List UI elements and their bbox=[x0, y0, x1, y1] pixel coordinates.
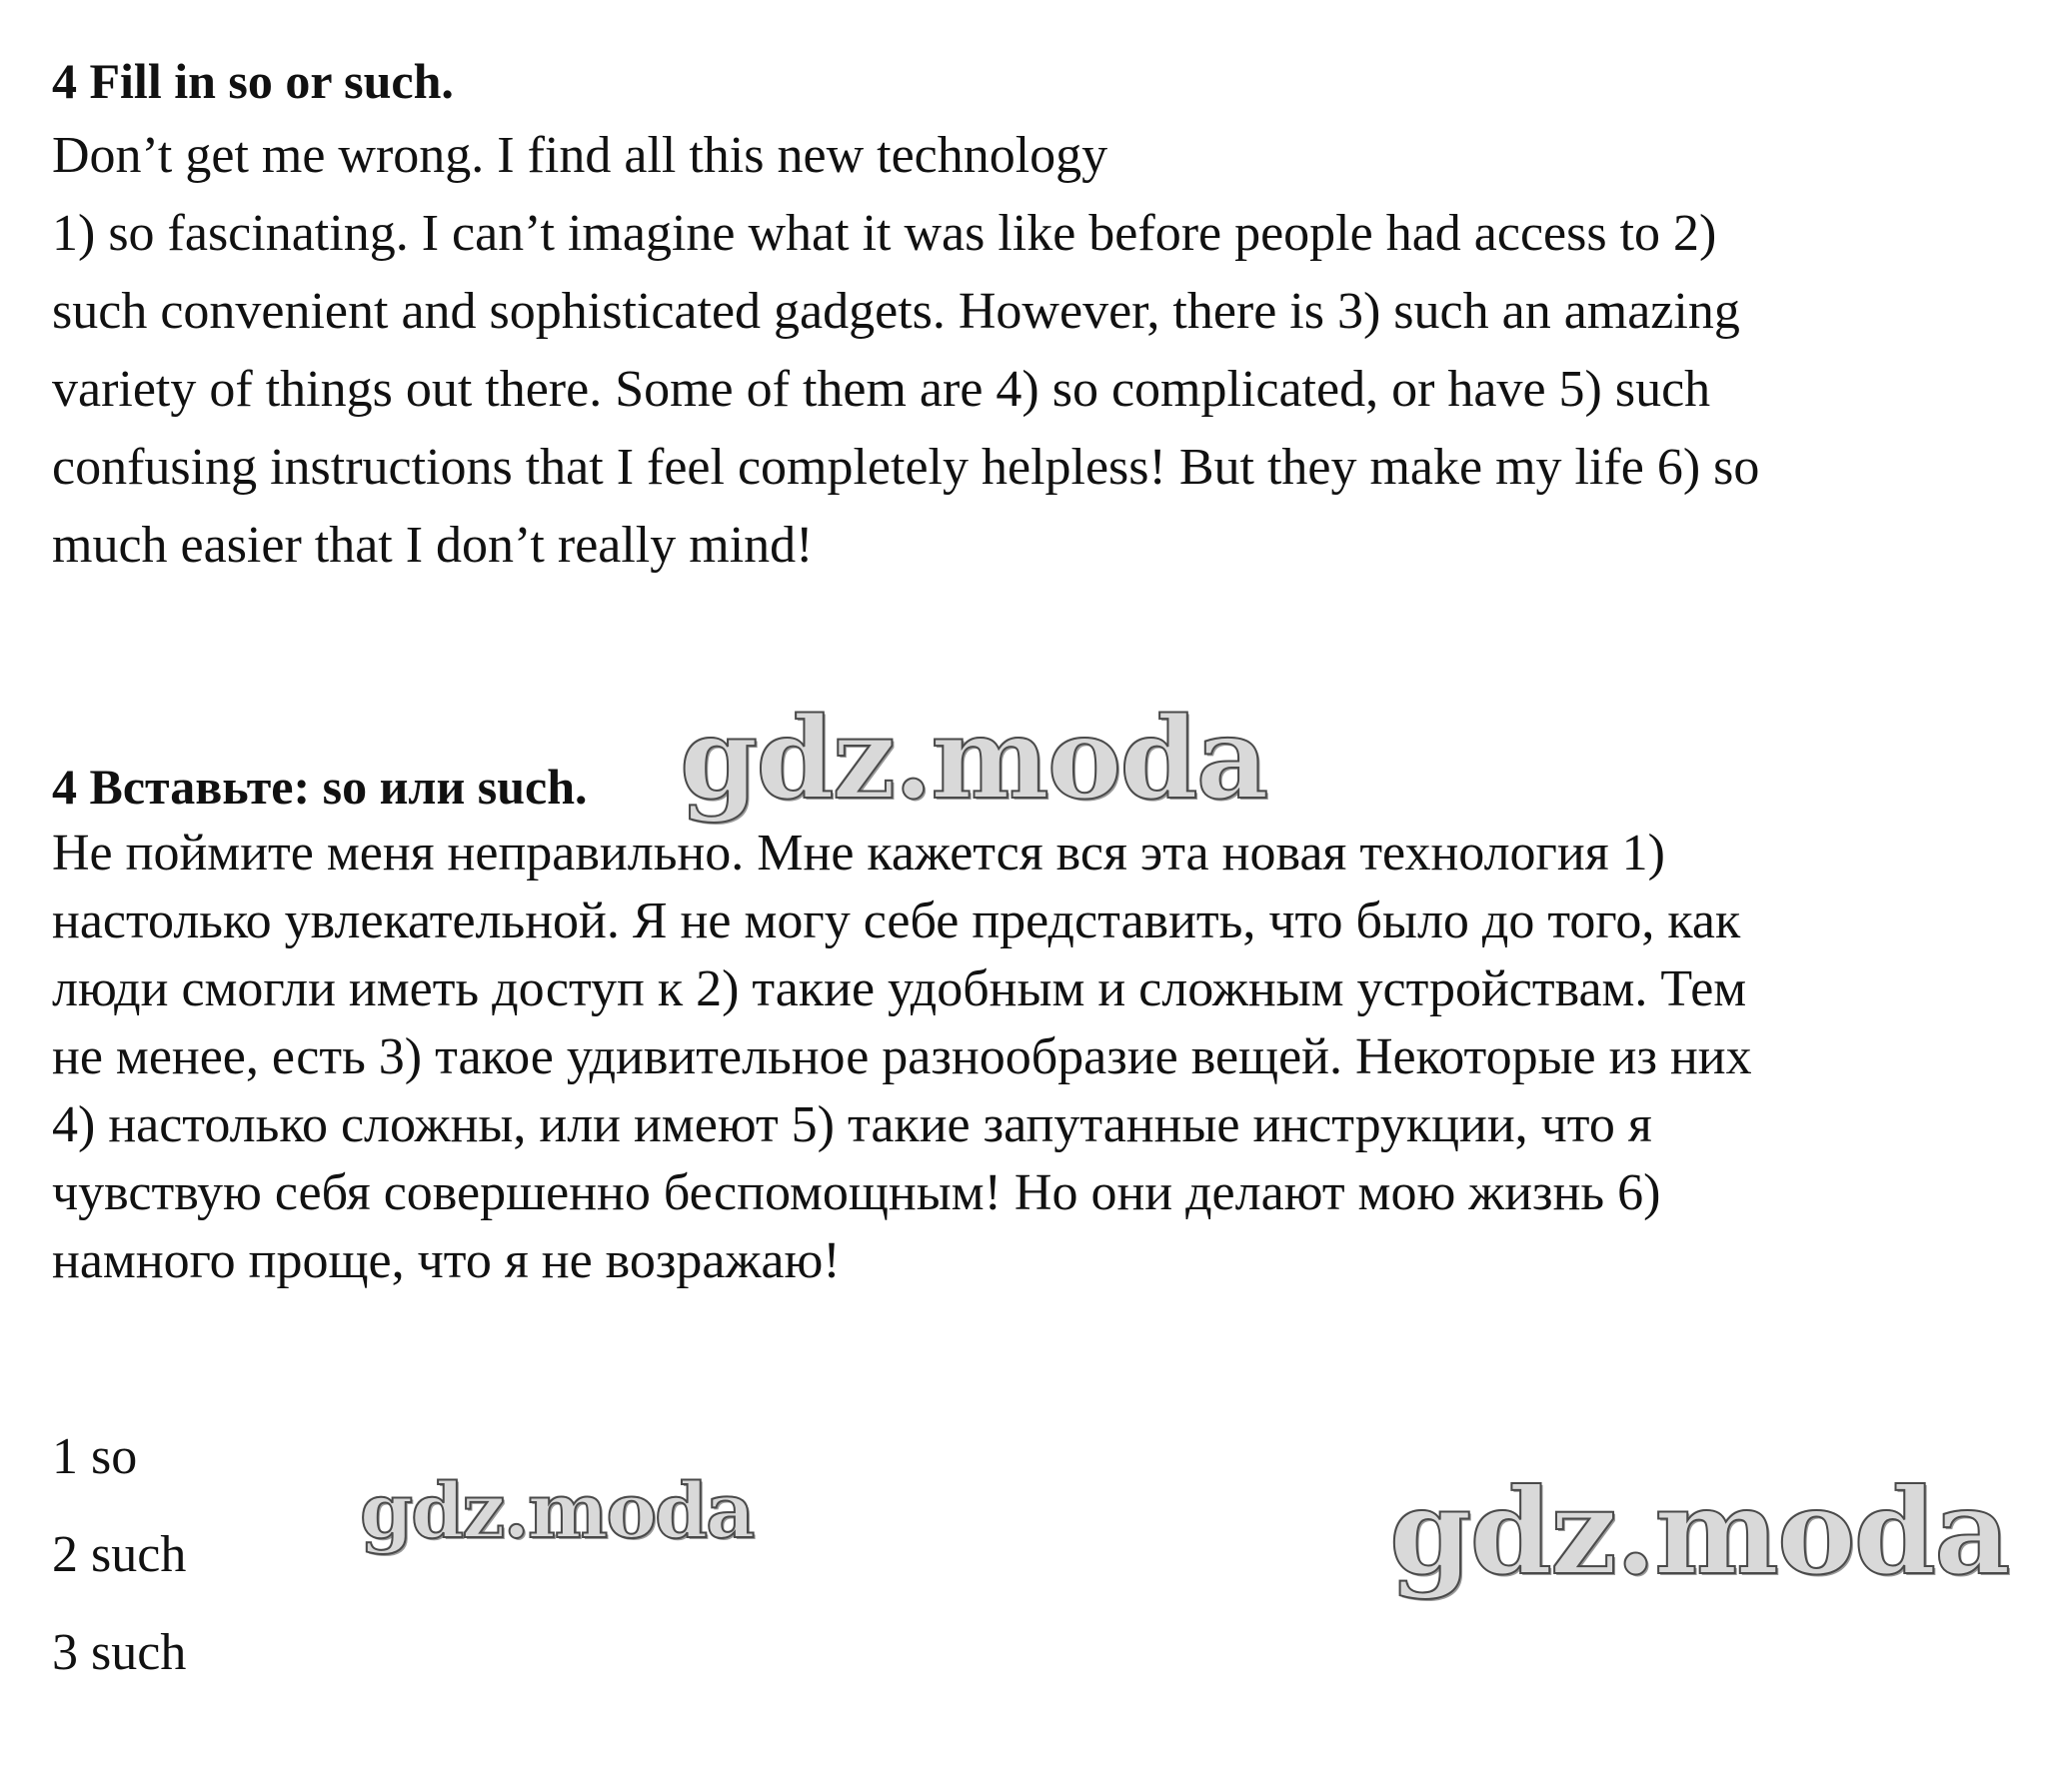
russian-heading: 4 Вставьте: so или such. bbox=[52, 759, 588, 815]
russian-line-3: люди смогли иметь доступ к 2) такие удобным и сложным устройствам. Тем bbox=[52, 960, 1747, 1017]
watermark-logo-large: gdz.moda bbox=[1389, 1462, 2009, 1601]
russian-line-4: не менее, есть 3) такое удивительное разнообразие вещей. Некоторые из них bbox=[52, 1028, 1752, 1085]
russian-line-1: Не поймите меня неправильно. Мне кажется вся эта новая технология 1) bbox=[52, 825, 1665, 882]
russian-line-6: чувствую себя совершенно беспомощным! Но они делают мою жизнь 6) bbox=[52, 1164, 1661, 1221]
answer-1: 1 so bbox=[52, 1428, 138, 1485]
english-line-6: much easier that I don’t really mind! bbox=[52, 517, 814, 574]
watermark-logo-small: gdz.moda bbox=[360, 1466, 754, 1555]
answer-2: 2 such bbox=[52, 1526, 187, 1583]
russian-line-2: настолько увлекательной. Я не могу себе представить, что было до того, как bbox=[52, 893, 1741, 949]
russian-line-5: 4) настолько сложны, или имеют 5) такие запутанные инструкции, что я bbox=[52, 1096, 1652, 1153]
russian-line-7: намного проще, что я не возражаю! bbox=[52, 1232, 841, 1289]
answer-3: 3 such bbox=[52, 1624, 187, 1681]
english-line-5: confusing instructions that I feel completely helpless! But they make my life 6) so bbox=[52, 439, 1760, 496]
english-line-2: 1) so fascinating. I can’t imagine what it was like before people had access to 2) bbox=[52, 205, 1717, 262]
english-line-4: variety of things out there. Some of them are 4) so complicated, or have 5) such bbox=[52, 361, 1711, 418]
english-heading: 4 Fill in so or such. bbox=[52, 53, 454, 109]
english-line-1: Don’t get me wrong. I find all this new technology bbox=[52, 127, 1108, 184]
watermark-logo: gdz.moda bbox=[680, 694, 1267, 825]
english-line-3: such convenient and sophisticated gadgets. However, there is 3) such an amazing bbox=[52, 283, 1740, 340]
